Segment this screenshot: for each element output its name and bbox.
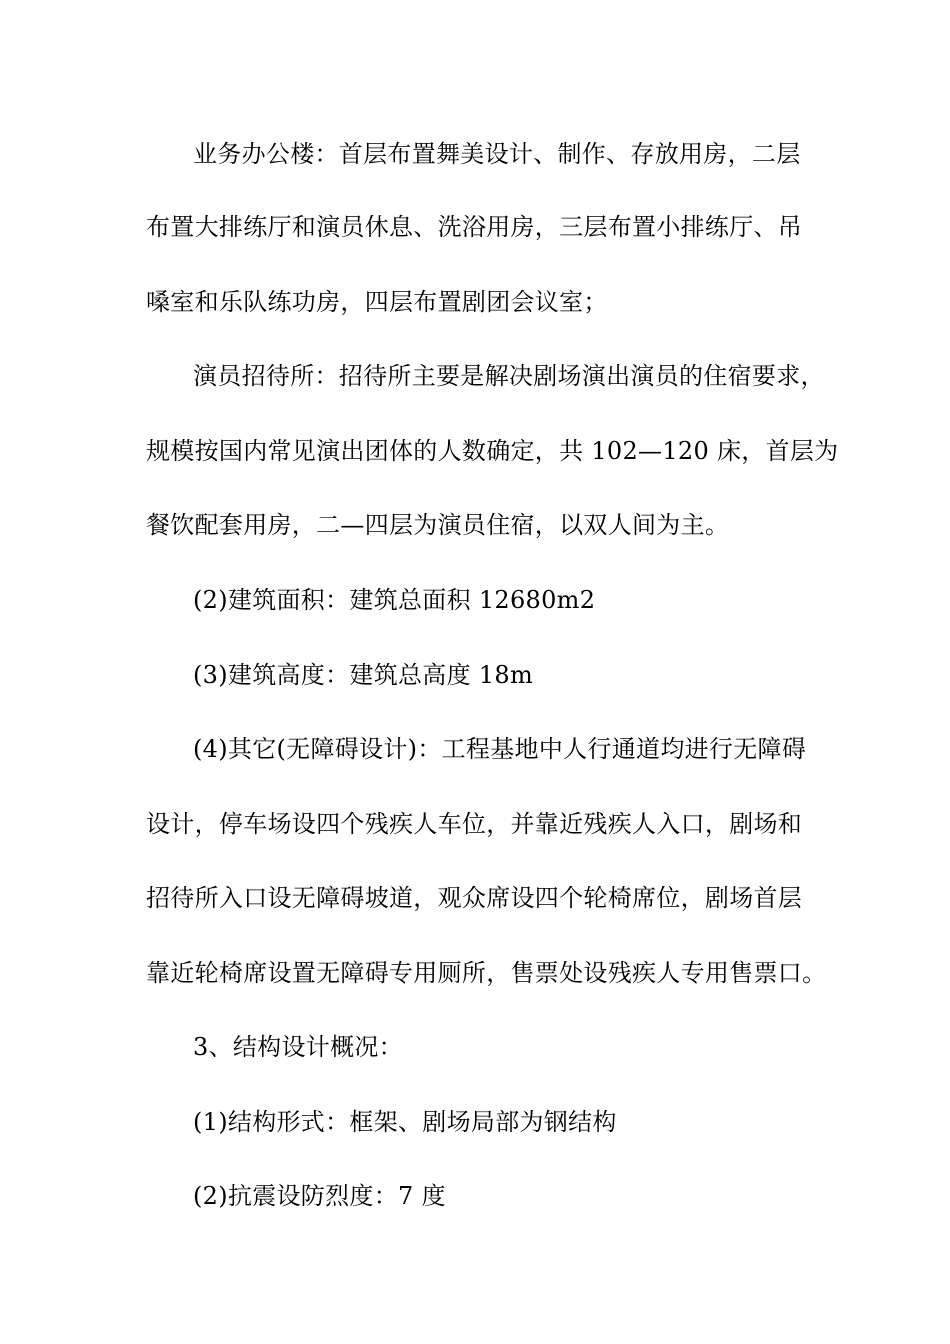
paragraph-office-building-line-3: 嗓室和乐队练功房，四层布置剧团会议室； — [146, 288, 608, 316]
paragraph-hostel-line-1: 演员招待所：招待所主要是解决剧场演出演员的住宿要求， — [193, 362, 825, 390]
item-seismic-intensity: (2)抗震设防烈度：7 度 — [193, 1182, 446, 1210]
paragraph-accessibility-line-3: 招待所入口设无障碍坡道，观众席设四个轮椅席位，剧场首层 — [146, 884, 803, 912]
paragraph-accessibility-line-2: 设计，停车场设四个残疾人车位，并靠近残疾人入口，剧场和 — [146, 810, 803, 838]
item-building-height: (3)建筑高度：建筑总高度 18m — [193, 661, 534, 689]
paragraph-hostel-line-3: 餐饮配套用房，二—四层为演员住宿，以双人间为主。 — [146, 511, 730, 539]
paragraph-office-building-line-2: 布置大排练厅和演员休息、洗浴用房，三层布置小排练厅、吊 — [146, 213, 803, 241]
section-heading-structure: 3、结构设计概况： — [193, 1033, 403, 1061]
paragraph-office-building-line-1: 业务办公楼：首层布置舞美设计、制作、存放用房，二层 — [193, 140, 801, 168]
item-building-area: (2)建筑面积：建筑总面积 12680m2 — [193, 586, 596, 614]
paragraph-accessibility-line-4: 靠近轮椅席设置无障碍专用厕所，售票处设残疾人专用售票口。 — [146, 959, 827, 987]
paragraph-hostel-line-2: 规模按国内常见演出团体的人数确定，共 102—120 床，首层为 — [146, 437, 839, 465]
paragraph-accessibility-line-1: (4)其它(无障碍设计)：工程基地中人行通道均进行无障碍 — [193, 735, 807, 763]
item-structure-form: (1)结构形式：框架、剧场局部为钢结构 — [193, 1108, 617, 1136]
